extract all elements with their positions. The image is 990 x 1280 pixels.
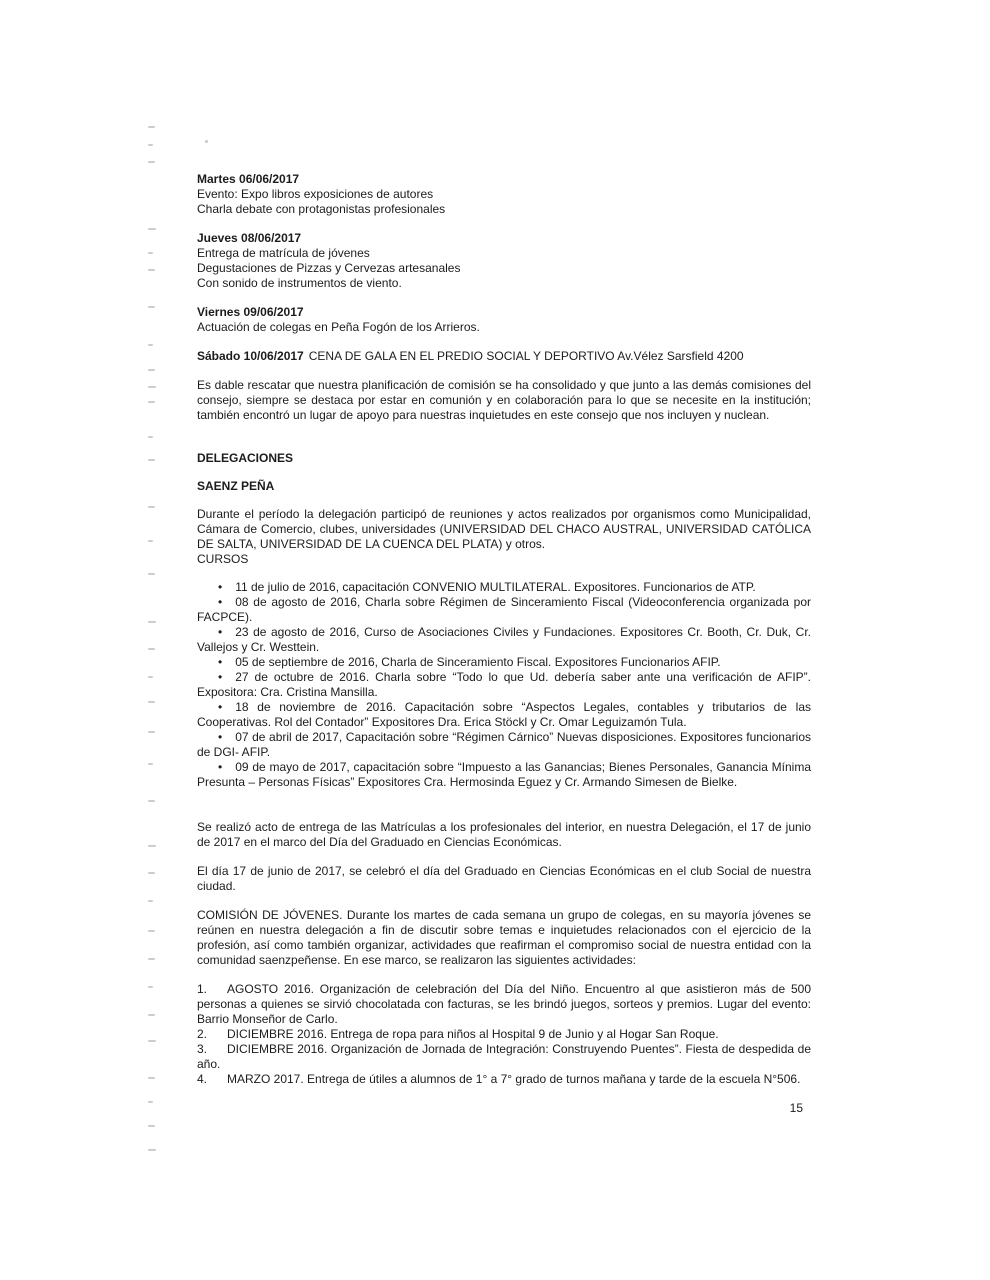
page-number: 15 [789,1101,803,1115]
scan-mark [148,1014,155,1016]
bullet-icon: • [218,580,223,594]
curso-text: 18 de noviembre de 2016. Capacitación sobre “Aspectos Legales, contables y tributarios de las Cooperativas. Rol del Contador” Expositores Dra. Erica Stöckl y Cr. Omar Leguizamón Tula. [197,700,811,729]
page-content [197,172,811,1116]
item-number: 2. [197,1027,208,1041]
curso-text: 05 de septiembre de 2016, Charla de Sinceramiento Fiscal. Expositores Funcionarios AFIP. [235,655,721,669]
section-title-delegaciones: DELEGACIONES [197,451,294,465]
scan-mark [148,126,155,128]
event-date-heading: Jueves 08/06/2017 [197,231,302,245]
item-number: 1. [197,982,208,996]
event-line: Entrega de matrícula de jóvenes [197,246,370,260]
scan-mark [148,573,155,575]
scan-mark [148,269,155,271]
actividad-item [197,982,811,1027]
event-line: Charla debate con protagonistas profesionales [197,202,446,216]
actividad-text: DICIEMBRE 2016. Organización de Jornada de Integración: Construyendo Puentes”. Fiesta de despedida de año. [197,1042,811,1071]
curso-item [197,625,811,655]
scan-mark [148,344,153,346]
gala-line [197,349,811,364]
scan-mark [148,1077,155,1079]
scan-mark [148,648,155,650]
scan-mark [148,401,155,403]
event-line: Con sonido de instrumentos de viento. [197,276,402,290]
gala-date-heading: Sábado 10/06/2017 [197,349,304,363]
scan-mark [148,252,153,254]
scan-mark [148,161,155,163]
scan-mark [205,140,208,143]
scan-mark [148,436,153,438]
curso-text: 07 de abril de 2017, Capacitación sobre “Régimen Cárnico” Nuevas disposiciones. Expositores funcionarios de DGI- AFIP. [197,730,811,759]
curso-item [197,655,811,670]
scan-mark [148,900,153,902]
cursos-list [197,580,811,790]
item-number: 4. [197,1072,208,1086]
event-line: Evento: Expo libros exposiciones de autores [197,187,434,201]
curso-item [197,670,811,700]
comision-jovenes-paragraph: COMISIÓN DE JÓVENES. Durante los martes de cada semana un grupo de colegas, en su mayoría jóvenes se reúnen en nuestra delegación a fin de discutir sobre temas e inquietudes relacionados con el ejercicio de la profesión, así como también organizar, actividades que reafirman el compromiso social de nuestra entidad con la comunidad saenzpeñense. En ese marco, se realizaron las siguientes actividades: [197,908,811,967]
scan-mark [148,228,156,230]
scan-mark [148,872,155,874]
event-block-viernes [197,305,811,335]
scan-mark [148,1125,155,1127]
matriculas-paragraph: Se realizó acto de entrega de las Matrículas a los profesionales del interior, en nuestra Delegación, el 17 de junio de 2017 en el marco del Día del Graduado en Ciencias Económicas. [197,820,811,849]
actividades-list [197,982,811,1087]
scan-mark [148,506,155,508]
scan-mark [148,386,156,388]
bullet-icon: • [218,670,223,684]
graduado-paragraph: El día 17 de junio de 2017, se celebró el día del Graduado en Ciencias Económicas en el club Social de nuestra ciudad. [197,864,811,893]
curso-text: 23 de agosto de 2016, Curso de Asociaciones Civiles y Fundaciones. Expositores Cr. Booth, Cr. Duk, Cr. Vallejos y Cr. Westtein. [197,625,811,654]
scan-mark [148,306,155,308]
actividad-text: MARZO 2017. Entrega de útiles a alumnos de 1° a 7° grado de turnos mañana y tarde de la escuela N°506. [227,1072,801,1086]
event-block-jueves [197,231,811,291]
cursos-label: CURSOS [197,552,249,566]
scan-mark [148,1149,156,1151]
actividad-item [197,1027,811,1042]
scan-mark [148,459,155,461]
scan-mark [148,701,155,703]
event-date-heading: Viernes 09/06/2017 [197,305,304,319]
curso-text: 08 de agosto de 2016, Charla sobre Régimen de Sinceramiento Fiscal (Videoconferencia organizada por FACPCE). [197,595,811,624]
scan-mark [148,845,156,847]
scan-mark [148,621,156,623]
curso-item [197,730,811,760]
scan-mark [148,369,155,371]
scan-mark [148,144,153,146]
summary-paragraph: Es dable rescatar que nuestra planificación de comisión se ha consolidado y que junto a las demás comisiones del consejo, siempre se destaca por estar en comunión y en colaboración para lo que se necesite en la institución; también encontró un lugar de apoyo para nuestras inquietudes en este consejo que nos incluyen y nuclean. [197,378,811,422]
bullet-icon: • [218,625,223,639]
curso-text: 27 de octubre de 2016. Charla sobre “Todo lo que Ud. debería saber ante una verificación de AFIP”. Expositora: Cra. Cristina Mansilla. [197,670,811,699]
scan-mark [148,930,155,932]
bullet-icon: • [218,655,223,669]
event-date-heading: Martes 06/06/2017 [197,172,300,186]
gala-text: CENA DE GALA EN EL PREDIO SOCIAL Y DEPORTIVO Av.Vélez Sarsfield 4200 [308,349,744,363]
scan-mark [148,676,153,678]
curso-item [197,760,811,790]
item-number: 3. [197,1042,208,1056]
curso-item [197,595,811,625]
scan-mark [148,731,155,733]
curso-item [197,580,811,595]
curso-item [197,700,811,730]
scan-mark [148,800,155,802]
actividad-item [197,1072,811,1087]
scan-mark [148,763,153,765]
actividad-text: AGOSTO 2016. Organización de celebración del Día del Niño. Encuentro al que asistieron más de 500 personas a quienes se sirvió chocolatada con facturas, se les brindó juegos, sorteos y premios. Lugar del evento: Barrio Monseñor de Carlo. [197,982,811,1026]
event-block-martes [197,172,811,217]
scan-mark [148,1040,156,1042]
saenz-intro-paragraph: Durante el período la delegación participó de reuniones y actos realizados por organismos como Municipalidad, Cámara de Comercio, clubes, universidades (UNIVERSIDAD DEL CHACO AUSTRAL, UNIVERSIDAD CATÓLICA DE SALTA, UNIVERSIDAD DE LA CUENCA DEL PLATA) y otros. [197,507,811,551]
bullet-icon: • [218,700,223,714]
curso-text: 11 de julio de 2016, capacitación CONVENIO MULTILATERAL. Expositores. Funcionarios de ATP. [235,580,756,594]
actividad-text: DICIEMBRE 2016. Entrega de ropa para niños al Hospital 9 de Junio y al Hogar San Roque. [227,1027,719,1041]
scan-mark [148,958,155,960]
section-title-saenz-pena: SAENZ PEÑA [197,479,275,493]
bullet-icon: • [218,595,223,609]
curso-text: 09 de mayo de 2017, capacitación sobre “Impuesto a las Ganancias; Bienes Personales, Ganancia Mínima Presunta – Personas Físicas” Expositores Cra. Hermosinda Eguez y Cr. Armando Simesen de Bielke. [197,760,811,789]
bullet-icon: • [218,730,223,744]
event-line: Degustaciones de Pizzas y Cervezas artesanales [197,261,461,275]
event-line: Actuación de colegas en Peña Fogón de los Arrieros. [197,320,480,334]
bullet-icon: • [218,760,223,774]
actividad-item [197,1042,811,1072]
scan-mark [148,1101,153,1103]
scan-mark [148,540,153,542]
scan-mark [148,986,153,988]
